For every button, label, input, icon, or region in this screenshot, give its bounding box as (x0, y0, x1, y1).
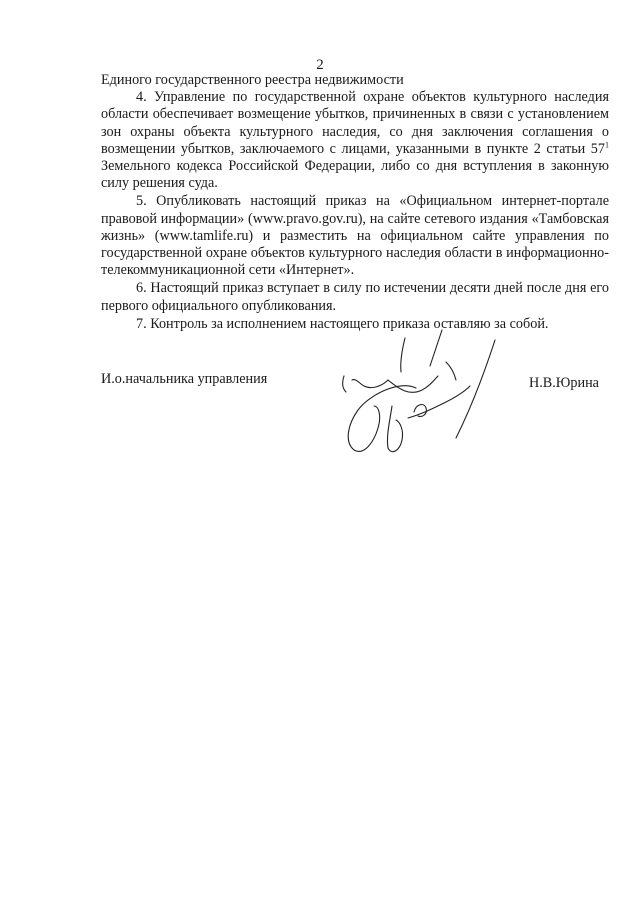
paragraph-5: 5. Опубликовать настоящий приказ на «Официальном интернет-портале правовой информации» (www.pravo.gov.ru), на сайте сетевого издания «Тамбовская жизнь» (www.tamlife.ru) и разместить на официальном сайте управления по государственной охране объектов культурного наследия области в информационно-телекоммуникационной сети «Интернет». (101, 193, 609, 279)
paragraph-7: 7. Контроль за исполнением настоящего приказа оставляю за собой. (136, 315, 549, 332)
paragraph-6: 6. Настоящий приказ вступает в силу по истечении десяти дней после дня его первого официального опубликования. (101, 280, 609, 314)
paragraph-4-text: 4. Управление по государственной охране объектов культурного наследия области обеспечивает возмещение убытков, причиненных в связи с установлением зон охраны объекта культурного наследия, со дня заключения соглашения о возмещении убытков, заключаемого с лицами, указанными в пункте 2 статьи 57 (101, 89, 609, 157)
paragraph-4-tail: Земельного кодекса Российской Федерации, либо со дня вступления в законную силу решения суда. (101, 158, 609, 192)
document-body (101, 72, 609, 333)
paragraph-4-superscript: 1 (605, 140, 609, 150)
page-number: 2 (316, 57, 324, 73)
handwritten-signature (330, 310, 530, 470)
signatory-title: И.о.начальника управления (101, 371, 268, 387)
signatory-name: Н.В.Юрина (529, 375, 599, 391)
paragraph-continuation: Единого государственного реестра недвижимости (101, 72, 404, 88)
paragraph-4 (101, 89, 609, 192)
